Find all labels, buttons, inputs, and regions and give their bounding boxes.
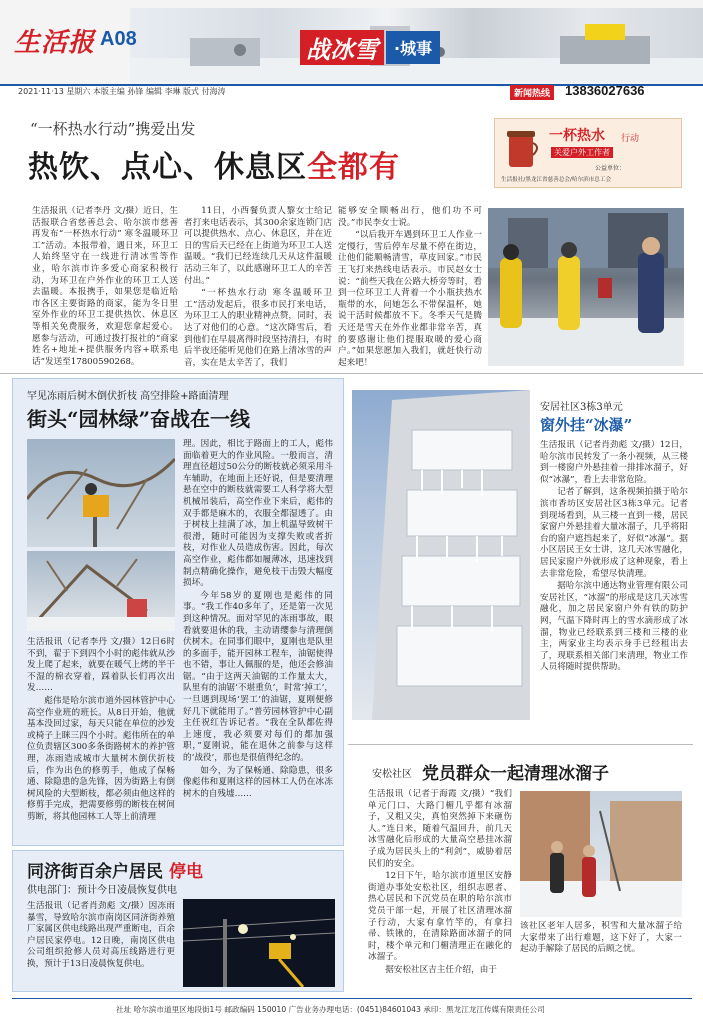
section-title-box xyxy=(300,30,440,64)
party-story-caption-text: 该社区老年人居多，积雪和大量冰溜子给大家带来了出行难题，这下好了，大家一起动手解除了居民的后顾之忧。 xyxy=(520,921,682,955)
top-story-headline xyxy=(28,142,400,186)
power-story-headline-black: 同济街百余户居民 xyxy=(27,862,163,882)
hotline-label: 新闻热线 xyxy=(510,85,554,100)
icicle-story-p3: 据哈尔滨中通达物业管理有限公司安居社区，“冰溜”的形成是这几天冰雪融化，加之居民家窗户外有铁的防护网，气温下降时再上的雪水滴形成了冰溜，物业已经联系到三楼和三楼的业主，两家业主均表示身手已经租出去了，现联系相关部门来清理，物业工作人员将随时提供帮助。 xyxy=(540,581,688,673)
green-story-col2-p2: 今年58岁的夏刚也是彪伟的同事。“我工作40多年了，还是第一次见到这种情况。面对罕见的冻雨事故，眼看就要退休的我，主动请缨参与清理倒伏树木。在同事们眼中，夏刚也是队里的多面手，能开园林工程车，油锯使得也不错，事让人佩服的是，他还会修油锯。“由于这两天油锯的工作量太大，队里有的油锯‘不堪重负’，时常‘掉工’，一旦遇到现场‘罢工’的油锯，夏刚便修好几下就能用了。”普劳园林管护中心副主任祝红告诉记者。“我在全队都佐得上速度，我必须要对每们的都加强职，”夏刚说，能在退休之前参与这样的‘战役’，那也是很值得纪念的。 xyxy=(183,590,333,764)
footer-text: 社址 哈尔滨市道里区地段街1号 邮政编码 150010 广告业务办理电话：(0451)84601043 承印：黑龙江龙江传媒有限责任公司 xyxy=(116,1005,545,1014)
masthead-logo: 生活报 xyxy=(14,28,96,58)
top-story-col1 xyxy=(32,206,178,372)
power-story-box xyxy=(12,850,344,992)
icicle-story-kicker: 安居社区3栋3单元 xyxy=(540,402,623,413)
badge-title: 一杯热水 xyxy=(549,128,605,144)
party-story-p1: 生活报讯（记者于海霞 文/摄）“我们单元门口、大路门楣几乎都有冰溜子，又粗又尖，真怕突然掉下来砸伤人。”连日来，随着气温回升，前几天冰雪融化后形成的大量高空悬挂冰溜子成为居民头上的“利剑”，威胁着居民们的安全。 xyxy=(368,789,512,869)
top-story-col2-p1: 11日，小西餐负责人黎女士给记者打来电话表示，其300余家连锁门店可以提供热水、点心、休息区，并在近日的雪后天已经在上街道为环卫工人送温暖。“我们已经连续几天从这件温暖活动三年了，以此感谢环卫工人的辛苦付出。” xyxy=(184,206,332,286)
badge-sub: 关爱户外工作者 xyxy=(551,147,613,158)
icicle-story-headline: 窗外挂“冰瀑” xyxy=(540,416,633,434)
hotline-number: 13836027636 xyxy=(565,83,645,98)
top-story-kicker: “一杯热水行动”携爱出发 xyxy=(30,120,196,138)
top-story-col3 xyxy=(338,206,482,372)
night-repair-photo xyxy=(183,899,335,987)
top-story-headline-red: 全都有 xyxy=(307,150,400,185)
masthead xyxy=(0,0,703,98)
badge-action: 行动 xyxy=(621,134,640,144)
icicle-story-col xyxy=(540,440,688,740)
green-story-kicker: 罕见冻雨后树木倒伏折枝 高空排险+路面清理 xyxy=(27,391,229,402)
party-story xyxy=(348,744,693,992)
power-story-p1: 生活报讯（记者肖劲彪 文/摄）因冻雨暴雪，导致哈尔滨市南岗区同济街养殖厂家属区供电线路出现严重断电，百余户居民家停电。12日晚，南岗区供电公司组织抢修人员对高压线路进行更换，预计于13日凌晨恢复供电。 xyxy=(27,901,175,969)
power-story-col xyxy=(27,901,175,989)
green-story-col2-p3: 如今，为了保畅通、除隐患，很多像彪伟和夏刚这样的园林工人仍在冰冻树木的自残墟…… xyxy=(183,765,333,799)
party-story-p2: 12日下午，哈尔滨市道里区安静街道办事处安松社区，组织志愿者、热心居民和下沉党员在职的哈尔滨市党员干部一起，开展了社区清理冰溜子行动，大家有拿竹竿的，有拿扫帚、铁锹的，在清除路面冰溜子的同时，楼个单元和门楣清理正在融化的冰溜子。 xyxy=(368,871,512,963)
top-story-col2-p2: “一杯热水行动 寒冬温暖环卫工”活动发起后，很多市民打来电话，为环卫工人的职业精神点赞，同时，表达了对他们的心意。“这次降雪后，看到他们在早晨离得时段坚持清扫，有时后半夜还能听见他们在路上清冰雪的声音，实在是太辛苦了，我们 xyxy=(184,288,332,368)
residents-clearing-photo xyxy=(520,791,682,917)
party-story-kicker: 安松社区 xyxy=(372,769,412,780)
section-subtitle: ·城事 xyxy=(386,31,440,64)
top-story-headline-black: 热饮、点心、休息区 xyxy=(28,150,307,185)
fallen-tree-photo xyxy=(27,551,175,631)
campaign-badge xyxy=(494,118,682,188)
page-number: A08 xyxy=(100,28,137,50)
icicle-story-photo xyxy=(352,390,530,720)
top-story xyxy=(0,104,703,374)
party-story-col1 xyxy=(368,789,512,989)
green-story-headline: 街头“园林绿”奋战在一线 xyxy=(27,407,251,431)
top-story-col2 xyxy=(184,206,332,372)
tree-trimming-photo xyxy=(27,439,175,547)
power-story-sub: 供电部门：预计今日凌晨恢复供电 xyxy=(27,885,177,896)
badge-org: 生活报社/黑龙江省慈善总会/哈尔滨市总工会 xyxy=(501,177,612,183)
top-story-col1-p1: 生活报讯（记者李丹 文/摄）近日，生活报联合省慈善总会、哈尔滨市慈善再发布“一杯热水行动” 寒冬温暖环卫工”活动。本报带着，遇日来，环卫工人始终坚守在一线进行清冰雪等作业，哈尔滨市许多爱心商家积极行动，为环卫在户外作业的环卫工人送去温暖。本报携手，如果您是临近哈市各区主要街路的商家，能为冬日里室外作业的环卫工提供热饮、休息区等相关免费服务，欢迎您拿起爱心。愿参与活动，可通过拨打报社的“商家姓名+地址+提供服务内容+联系电话”发送至17800590268。 xyxy=(32,206,178,367)
power-story-photo xyxy=(183,899,335,987)
icicle-story-p2: 记者了解到，这条视频拍摄于哈尔滨市香坊区安居社区3栋3单元。记者到现场看到，从三楼一直到一楼，居民家窗户外悬挂着大量冰溜子，几乎将阳台的窗户遮挡起来了，好似“冰瀑”。据小区居民王女士讲，这几天冰雪融化，居民家窗户外就形成了这种现象，看上去非常危险，希望尽快清理。 xyxy=(540,487,688,579)
party-story-headline: 党员群众一起清理冰溜子 xyxy=(422,764,609,784)
top-story-col3-p2: “以后我开车遇到环卫工人作业一定慢行，雪后停车尽量不停在街边，让他们能顺畅清雪，草皮回家。”市民王飞打来热线电话表示。市民赵女士说：“前些天我在公路大桥旁等时，看到一位环卫工人背着一个小瓶扶热水瓶带的水，问她怎么不带保温杯，她说干活时候都放不下。冬季天气是腾天还是雪天在外作业都非常辛苦，真的要感谢让他们提服取暖的爱心商户。”如果您愿加入我们，就赶快行动起来吧！ xyxy=(338,230,482,368)
top-story-col3-p1: 能够安全顺畅出行，他们功不可没。”市民李女士说。 xyxy=(338,206,482,228)
green-story-photo-1 xyxy=(27,439,175,547)
party-story-caption xyxy=(520,921,682,989)
green-story-col1-p2: 彪伟是哈尔滨市道外园林管护中心高空作业班的班长。从8日开始，他就基本没回过家，每天只能在单位的沙发或椅子上眯三四个小时。彪伟所在的单位负责辖区300多条街路树木的养护管理，冻雨造成城市大量树木倒伏折枝后，作为出色的修剪手，他成了保畅通、除隐患的急先锋，因为街路上有倒树风险的大型断枝，都必须由他这样的修剪手完成，把需要修剪的断枝在树间剪断，将其他园林工人等上前清理 xyxy=(27,695,175,822)
workers-photo-graphic xyxy=(488,208,684,366)
power-story-headline xyxy=(27,857,203,882)
green-story-col1-p1: 生活报讯（记者李丹 文/摄）12日6时不到，翟于下到四个小时的彪伟就从沙发上爬了起来，就要在暖气上烤的半干不湿的棉衣穿着，踩着队长们再次出发…… xyxy=(27,637,175,694)
green-story-col1 xyxy=(27,637,175,843)
green-story-photo-2 xyxy=(27,551,175,631)
section-title: 战冰雪 xyxy=(300,30,384,65)
badge-org-label: 公益单位： xyxy=(595,165,626,172)
party-story-photo xyxy=(520,791,682,917)
icicle-story-p1: 生活报讯（记者肖劲彪 文/摄）12日，哈尔滨市民转发了一条小视频，从三楼到一楼窗户外悬挂着一排排冰溜子，好似“冰瀑”，看上去非常危险。 xyxy=(540,440,688,485)
footer-rule xyxy=(12,998,692,999)
green-story-col2-p1: 理。因此，相比于路面上的工人，彪伟面临着更大的作业风险。一般而言，清理直径超过50公分的断枝就必须采用斗车辅助，在地面上还好说，但是要清理悬在空中的断枝就需要工人科学将大型机械吊装后，高空作业下来后，彪伟的双手都是麻木的，衣服全都湿透了。由于树枝上挂满了冰，加上机温导致树干很滑，随时可能因为支撑失败或者折枝，对作业人员造成伤害。因此，每次高空作业，彪伟都如履薄冰，迅速找到制点精确化操作，避免枝干击毁大幅度损坏。 xyxy=(183,439,333,589)
power-story-headline-red: 停电 xyxy=(169,862,203,882)
date-line: 2021·11·13 星期六 本版主编 孙锋 编辑 李琳 版式 付海涛 xyxy=(18,87,226,96)
green-story-box xyxy=(12,378,344,846)
top-story-photo xyxy=(488,208,684,366)
green-story-col2 xyxy=(183,439,333,843)
party-story-p3: 据安松社区吉主任介绍，由于 xyxy=(385,964,497,975)
icicle-building-photo xyxy=(352,390,530,720)
coffee-cup-icon xyxy=(503,125,541,173)
